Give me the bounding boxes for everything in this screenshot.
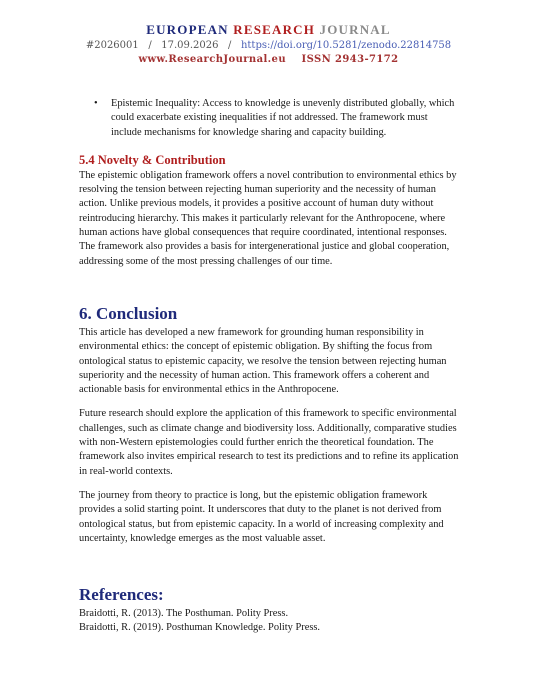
section-heading-conclusion: 6. Conclusion bbox=[79, 303, 178, 323]
meta-separator: / bbox=[228, 40, 232, 51]
meta-separator: / bbox=[148, 40, 152, 51]
article-id: #2026001 bbox=[85, 40, 139, 51]
journal-title bbox=[0, 22, 537, 38]
paragraph: Future research should explore the application of this framework to specific environmental challenges, such as climate change and biodiversity loss. Additionally, comparative studies with non-Western epistemologies could further enrich the theoretical foundation. The framework also invites empirical research to test its predictions and to refine its application in real-world contexts. bbox=[79, 408, 459, 477]
journal-title-journal: JOURNAL bbox=[319, 22, 391, 37]
reference-item: Braidotti, R. (2019). Posthuman Knowledge. Polity Press. bbox=[79, 622, 320, 634]
website-link[interactable]: www.ResearchJournal.eu bbox=[138, 54, 286, 65]
page-header bbox=[0, 22, 537, 66]
references-list bbox=[79, 607, 459, 636]
section-heading-5-4: 5.4 Novelty & Contribution bbox=[79, 152, 226, 167]
site-line bbox=[0, 53, 537, 66]
article-meta bbox=[0, 39, 537, 53]
bullet-list bbox=[79, 97, 459, 140]
publication-date: 17.09.2026 bbox=[161, 40, 219, 51]
references-heading: References: bbox=[79, 585, 164, 605]
doi-link[interactable]: https://doi.org/10.5281/zenodo.22814758 bbox=[240, 40, 452, 51]
issn: ISSN 2943-7172 bbox=[301, 54, 399, 65]
journal-title-european: EUROPEAN bbox=[146, 22, 229, 37]
paragraph: The journey from theory to practice is long, but the epistemic obligation framework provides a solid starting point. It underscores that duty to the planet is not derived from ontological status, but from epistemic capacity. In a world of increasing complexity and uncertainty, knowledge emerges as the most valuable asset. bbox=[79, 489, 444, 544]
journal-title-research: RESEARCH bbox=[233, 22, 316, 37]
list-item: • Epistemic Inequality: Access to knowledge is unevenly distributed globally, which could exacerbate existing inequalities if not addressed. The framework must include mechanisms for knowledge sharing and capacity building. bbox=[111, 97, 459, 140]
paragraph: This article has developed a new framework for grounding human responsibility in environmental ethics: the concept of epistemic obligation. By shifting the focus from ontological status to epistemic capacity, we resolve the tension between rejecting human superiority and the necessity of human action. This framework offers a coherent and actionable basis for environmental ethics in the Anthropocene. bbox=[79, 326, 447, 396]
reference-item: Braidotti, R. (2013). The Posthuman. Polity Press. bbox=[79, 608, 289, 620]
paragraph: The epistemic obligation framework offers a novel contribution to environmental ethics by resolving the tension between rejecting human superiority and the necessity of human action. Unlike previous models, it provides a positive account of human duty without reintroducing hierarchy. This makes it particularly relevant for the Anthropocene, where human actions have global consequences that require coordinated, intentional responses. The framework also provides a basis for intergenerational justice and global cooperation, addressing some of the most pressing challenges of our time. bbox=[79, 169, 457, 267]
article-body bbox=[79, 97, 459, 636]
